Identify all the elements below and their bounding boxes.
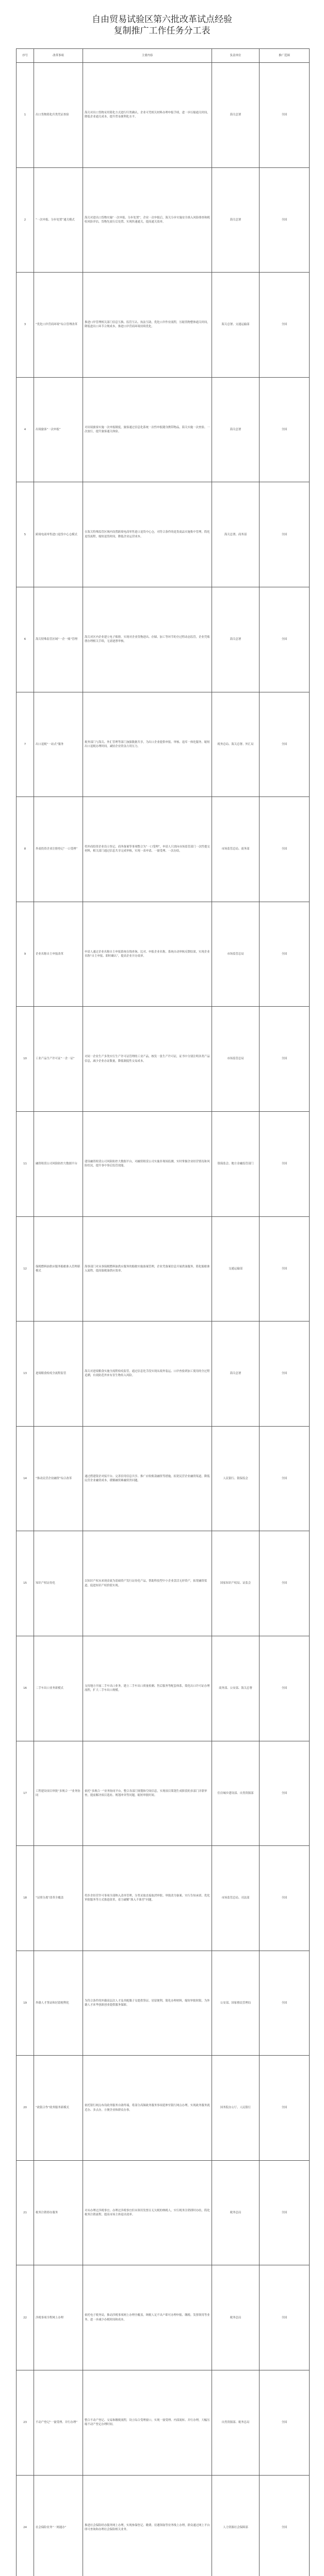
table-row [17, 587, 310, 692]
row-content: 建设融资租赁公司风险防控大数据平台，对融资租赁公司实施非现场监测，实时掌握企业经营情况和风险状况，提升事中事后监管效能。 [83, 1111, 212, 1216]
row-number: 10 [17, 1007, 34, 1112]
row-number: 22 [17, 2265, 34, 2370]
table-row [17, 1846, 310, 1951]
row-unit: 市场监管总局 [212, 1007, 260, 1112]
row-number: 21 [17, 2160, 34, 2265]
table-row [17, 2056, 310, 2161]
row-number: 17 [17, 1741, 34, 1846]
table-row [17, 377, 310, 482]
row-number: 6 [17, 587, 34, 692]
row-unit: 银保监会、地方金融监管部门 [212, 1111, 260, 1216]
row-unit: 国家知识产权局、证监会 [212, 1531, 260, 1636]
row-item: 涉税事项全程网上办理 [34, 2265, 83, 2370]
row-content: 对未办理过涉税事宜、办理过涉税事宜但未领用发票且无欠税的纳税人，实行税务注销即时办结，简化税务注销流程，提高市场主体退出效率。 [83, 2160, 212, 2265]
row-content: 海关对进出口货物实施“一次申报、分步处置”，企业一次申报后，海关分步实施安全准入风险排查和税收风险评估，货物先放行后处置，实现快速通关，提高通关效率。 [83, 167, 212, 273]
row-content: 海关对出口货物采用简化方式进行归类确认，企业可凭相关材料办理申报手续，进一步压缩通关时间，降低企业通关成本，提升贸易便利化水平。 [83, 63, 212, 168]
table-body [17, 63, 310, 2576]
table-row [17, 2370, 310, 2476]
row-content: 依托电子税务局，推动涉税事项网上办理全覆盖，纳税人足不出户即可办理申报、缴税、发票领用等业务，进一步减少办税时间和成本。 [83, 2265, 212, 2370]
row-number: 3 [17, 273, 34, 378]
table-row [17, 1741, 310, 1846]
table-row [17, 902, 310, 1007]
row-content: 申请人通过企业名称自主申报系统在线查询、比对、申报企业名称，系统自动审核反馈结果，实现企业名称“自主申报、即时确认”，提高企业开办效率。 [83, 902, 212, 1007]
row-number: 18 [17, 1846, 34, 1951]
row-number: 13 [17, 1321, 34, 1427]
header-number: 序号 [17, 49, 34, 63]
table-row [17, 797, 310, 902]
row-number: 12 [17, 1216, 34, 1321]
row-number: 11 [17, 1111, 34, 1216]
row-unit: 国务院办公厅、人民银行 [212, 2056, 260, 2161]
row-content: 整合不动产登记、交易和缴税流程，设立综合受理窗口，实现一窗受理、内部流转、并行办理，大幅压缩不动产登记办理时间。 [83, 2370, 212, 2476]
row-number: 24 [17, 2475, 34, 2576]
row-item: “推动民营企业融资”综合改革 [34, 1426, 83, 1531]
row-item: 工业产品生产许可证“一企一证” [34, 1007, 83, 1112]
row-unit: 税务总局、海关总署、外汇局 [212, 692, 260, 797]
row-unit: 海关总署 [212, 377, 260, 482]
row-unit: 商务部、公安部、海关总署 [212, 1636, 260, 1741]
row-unit: 交通运输部 [212, 1216, 260, 1321]
row-content: 支持地方开展二手车出口业务，建立二手车出口质量检测、售后服务等配套体系，简化出口许可证办理流程，扩大二手车出口规模。 [83, 1636, 212, 1741]
row-number: 19 [17, 1951, 34, 2056]
row-unit: 市场监管总局 [212, 902, 260, 1007]
row-scope: 全国 [260, 2265, 310, 2370]
row-scope: 全国 [260, 2370, 310, 2476]
header-unit: 负责单位 [212, 49, 260, 63]
row-scope: 全国 [260, 692, 310, 797]
row-scope: 全国 [260, 1216, 310, 1321]
row-unit: 海关总署 [212, 63, 260, 168]
row-number: 23 [17, 2370, 34, 2476]
row-item: 出境旅客“一次申报” [34, 377, 83, 482]
table-row [17, 1216, 310, 1321]
row-item: 工程建设项目审批“多规合一”业务协同 [34, 1741, 83, 1846]
row-content: 将外商投资企业设立登记、商务备案等事项整合为“一口受理”，申请人只需向市场监管部门一次性提交材料，相关部门通过信息共享完成审核，实现一表申请、一窗受理、一次办结。 [83, 797, 212, 902]
row-item: “证照分离”改革全覆盖 [34, 1846, 83, 1951]
document-title-line-2: 复制推广工作任务分工表 [114, 26, 210, 36]
row-content: 海关对区内企业建立电子账册，实现对企业货物进出、存储、加工等环节的全过程动态监管，企业凭账册办理相关手续，无需逐票审核。 [83, 587, 212, 692]
table-row [17, 1321, 310, 1427]
row-scope: 全国 [260, 2160, 310, 2265]
row-item: “一次申报、分步处置”通关模式 [34, 167, 83, 273]
row-number: 14 [17, 1426, 34, 1531]
table-row [17, 2160, 310, 2265]
table-row [17, 1636, 310, 1741]
row-scope: 全国 [260, 1951, 310, 2056]
table-row [17, 1531, 310, 1636]
row-item: 不动产登记“一窗受理、并行办理” [34, 2370, 83, 2476]
row-content: 将涉企经营许可事项全部纳入清单管理，分类采取直接取消审批、审批改为备案、实行告知承诺、优化审批服务等方式推进改革，着力破解“准入不准营”问题。 [83, 1846, 212, 1951]
row-unit: 人民银行、银保监会 [212, 1426, 260, 1531]
row-content: 依托银行网点布设政务服务自助终端，将部分高频政务服务事项延伸至银行网点办理，实现政务服务就近办、多点办，方便企业和群众办事。 [83, 2056, 212, 2161]
row-item: 保税燃料油供应服务船舶准入管理新模式 [34, 1216, 83, 1321]
row-content: 税务部门与海关、外汇管理等部门加强数据共享，为出口企业提供申报、审核、退库一体化服务，缩短出口退税办理时间，减轻企业资金占用压力。 [83, 692, 212, 797]
document-title-line-1: 自由贸易试验区第六批改革试点经验 [92, 14, 232, 25]
table-row [17, 1951, 310, 2056]
row-scope: 全国 [260, 587, 310, 692]
row-scope: 全国 [260, 902, 310, 1007]
row-item: 税务注销即办服务 [34, 2160, 83, 2265]
table-row [17, 482, 310, 587]
row-unit: 住房城乡建设部、自然资源部 [212, 1741, 260, 1846]
row-unit: 人力资源社会保障部 [212, 2475, 260, 2576]
table-row [17, 1426, 310, 1531]
row-item: 知识产权证券化 [34, 1531, 83, 1636]
row-scope: 全国 [260, 1111, 310, 1216]
table-row [17, 2265, 310, 2370]
row-scope: 全国 [260, 63, 310, 168]
table-row [17, 692, 310, 797]
row-scope: 全国 [260, 1426, 310, 1531]
row-number: 8 [17, 797, 34, 902]
row-scope: 全国 [260, 167, 310, 273]
row-item: 进境粮食检疫全流程监管 [34, 1321, 83, 1427]
row-item: 出口退税“一站式”服务 [34, 692, 83, 797]
row-scope: 全国 [260, 2475, 310, 2576]
row-item: 社会保险业务“一网通办” [34, 2475, 83, 2576]
row-content: 推进社会保险经办服务网上办理，实现参保登记、缴费、待遇领取等业务线上办理，群众通过网上平台即可查询和办理社会保险相关业务。 [83, 2475, 212, 2576]
row-unit: 自然资源部、税务总局 [212, 2370, 260, 2476]
row-scope: 全国 [260, 1007, 310, 1112]
row-number: 1 [17, 63, 34, 168]
row-item: 融资租赁公司风险防控大数据平台 [34, 1111, 83, 1216]
row-scope: 全国 [260, 377, 310, 482]
row-content: 对出境旅客实施一次申报制度，旅客通过信息化系统一次性申报随身携带物品，海关实施一次查验、一次放行，提升旅客通关体验。 [83, 377, 212, 482]
header-item: 改革事项 [34, 49, 83, 63]
header-content: 主要内容 [83, 49, 212, 63]
row-item: 外商投资企业注册登记“一口受理” [34, 797, 83, 902]
row-unit: 海关总署 [212, 1321, 260, 1427]
row-unit: 税务总局 [212, 2265, 260, 2370]
row-scope: 全国 [260, 273, 310, 378]
row-unit: 海关总署、交通运输部 [212, 273, 260, 378]
row-scope: 全国 [260, 1636, 310, 1741]
header-scope: 推广范围 [260, 49, 310, 63]
table-row [17, 273, 310, 378]
row-content: 海事部门对从事保税燃料油供应服务的船舶实施备案管理，企业凭备案信息开展供油服务，简化船舶准入流程，提高保税油供应效率。 [83, 1216, 212, 1321]
row-content: 在海关特殊监管区域内设置跨境电商零售进口退货中心仓，对符合条件的退货商品实施集中管理，简化退货流程，缩短退货时间，降低企业运营成本。 [83, 482, 212, 587]
row-item: 海关特殊监管区域“一企一账”管理 [34, 587, 83, 692]
table-row [17, 167, 310, 273]
row-unit: 公安部、国家移民管理局 [212, 1951, 260, 2056]
row-number: 16 [17, 1636, 34, 1741]
row-item: 企业名称自主申报改革 [34, 902, 83, 1007]
row-unit: 海关总署 [212, 167, 260, 273]
row-unit: 市场监管总局、司法部 [212, 1846, 260, 1951]
row-item: “政银合作”政务服务新模式 [34, 2056, 83, 2161]
table-row [17, 2475, 310, 2576]
document-title [0, 0, 324, 36]
row-number: 15 [17, 1531, 34, 1636]
table-row [17, 1111, 310, 1216]
row-scope: 全国 [260, 1531, 310, 1636]
row-item: 出口货物简化归类凭证查验 [34, 63, 83, 168]
row-content: 海关对进境粮食实施全流程检疫监管，通过信息化手段实现从境外装运、口岸查验到加工使用的全过程追溯，有效防范外来有害生物传入风险。 [83, 1321, 212, 1427]
row-content: 对同一企业生产多类实行生产许可证管理的工业产品，核发一张生产许可证，证书中分别注明各类产品信息，减少企业办证数量，降低制度性交易成本。 [83, 1007, 212, 1112]
table-row [17, 1007, 310, 1112]
row-unit: 海关总署 [212, 587, 260, 692]
row-number: 9 [17, 902, 34, 1007]
row-number: 5 [17, 482, 34, 587]
row-number: 2 [17, 167, 34, 273]
row-content: 推进口岸管理相关部门信息互换、监管互认、执法互助，优化口岸作业流程，压缩货物整体通关时间，降低进出口环节合规成本，推进口岸营商环境持续优化。 [83, 273, 212, 378]
row-scope: 全国 [260, 797, 310, 902]
row-content: 通过搭建银企对接平台、完善信用信息共享、推广应收账款融资等措施，拓宽民营企业融资渠道，降低民营企业融资成本，缓解融资难融资贵问题。 [83, 1426, 212, 1531]
row-content: 以知识产权未来现金流为基础资产发行证券化产品，帮助科技型中小企业盘活无形资产，拓宽融资渠道，促进知识产权价值实现。 [83, 1531, 212, 1636]
table-row [17, 63, 310, 168]
row-number: 20 [17, 2056, 34, 2161]
table-header-row [17, 49, 310, 63]
row-unit: 海关总署、商务部 [212, 482, 260, 587]
row-unit: 市场监管总局、商务部 [212, 797, 260, 902]
row-item: 外籍人才签证和居留便利化 [34, 1951, 83, 2056]
row-item: 跨境电商零售进口退货中心仓模式 [34, 482, 83, 587]
row-scope: 全国 [260, 1741, 310, 1846]
row-number: 7 [17, 692, 34, 797]
task-table [16, 48, 310, 2576]
row-content: 为符合条件的外籍高层次人才及其配偶子女提供签证、居留便利，简化办理材料，缩短审批时限，为外籍人才来华创新创业提供服务保障。 [83, 1951, 212, 2056]
row-content: 依托“多规合一”业务协同平台，整合各部门规划和空间信息，实现项目策划生成阶段的多部门并联审查，提前解决项目选址、规划冲突等问题，缩短审批时间。 [83, 1741, 212, 1846]
row-scope: 全国 [260, 1846, 310, 1951]
row-number: 4 [17, 377, 34, 482]
row-item: 二手车出口业务新模式 [34, 1636, 83, 1741]
row-item: “优化口岸营商环境”综合管理改革 [34, 273, 83, 378]
row-scope: 全国 [260, 482, 310, 587]
row-scope: 全国 [260, 1321, 310, 1427]
row-unit: 税务总局 [212, 2160, 260, 2265]
row-scope: 全国 [260, 2056, 310, 2161]
